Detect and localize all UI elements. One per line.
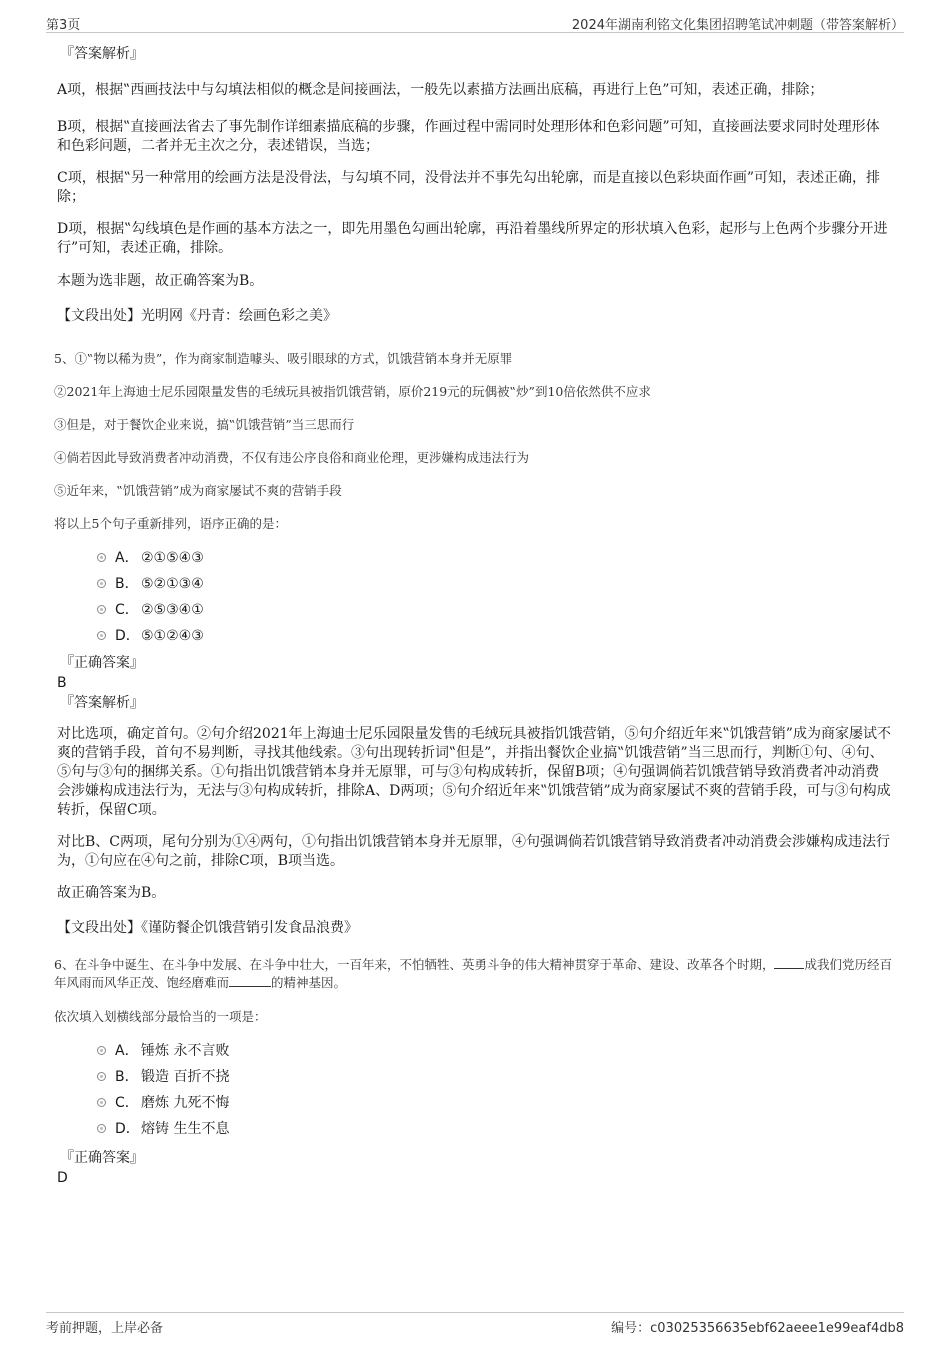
q4-analysis-d: D项，根据‟勾线填色是作画的基本方法之一，即先用墨色勾画出轮廓，再沿着墨线所界定的形状填入色彩，起形与上色两个步骤分开进行”可知，表述正确，排除。 — [57, 221, 888, 256]
q5-sentence-2: ②2021年上海迪士尼乐园限量发售的毛绒玩具被指饥饿营销，原价219元的玩偶被‟炒”到10倍依然供不应求 — [54, 384, 651, 399]
q4-analysis-a: A项，根据‟西画技法中与勾填法相似的概念是间接画法，一般先以素描方法画出底稿，再进行上色”可知，表述正确，排除； — [57, 82, 824, 98]
q6-stem: 6、在斗争中诞生、在斗争中发展、在斗争中壮大，一百年来，不怕牺牲、英勇斗争的伟大精神贯穿于革命、建设、改革各个时期， 成我们党历经百年风雨而风华正茂、饱经磨难而 的精神基因。 — [54, 957, 892, 990]
q5-option-d[interactable]: D．⑤①②④③ — [97, 623, 893, 649]
radio-icon[interactable] — [97, 605, 106, 614]
page-header — [46, 12, 904, 33]
q4-source: 【文段出处】光明网《丹青：绘画色彩之美》 — [57, 308, 337, 324]
q6-option-a[interactable]: A． 锤炼 永不言败 — [97, 1038, 893, 1064]
q5-prompt: 将以上5个句子重新排列，语序正确的是： — [54, 516, 287, 531]
answer-blank-2 — [229, 974, 271, 987]
q5-sentence-3: ③但是，对于餐饮企业来说，搞‟饥饿营销”当三思而行 — [54, 417, 355, 432]
q4-analysis-label: 『答案解析』 — [60, 46, 144, 62]
radio-icon[interactable] — [97, 579, 106, 588]
document-title: 2024年湖南利铭文化集团招聘笔试冲刺题（带答案解析） — [571, 18, 904, 33]
page-footer — [46, 1312, 904, 1337]
q6-correct-answer: D — [57, 1170, 68, 1186]
q5-sentence-5: ⑤近年来，‟饥饿营销”成为商家屡试不爽的营销手段 — [54, 483, 342, 498]
q4-conclusion: 本题为选非题，故正确答案为B。 — [57, 273, 264, 289]
radio-icon[interactable] — [97, 1072, 106, 1081]
q5-option-c[interactable]: C． ②⑤③④① — [97, 597, 893, 623]
radio-icon[interactable] — [97, 1098, 106, 1107]
radio-icon[interactable] — [97, 1046, 106, 1055]
q5-analysis-1: 对比选项，确定首句。②句介绍2021年上海迪士尼乐园限量发售的毛绒玩具被指饥饿营销，⑤句介绍近年来‟饥饿营销”成为商家屡试不爽的营销手段，首句不易判断，寻找其他线索。③句出现转折词‟但是”，并指出餐饮企业搞‟饥饿营销”当三思而行，判断①句、④句、⑤句与③句的捆绑关系。①句指出饥饿营销本身并无原罪，可与③句构成转折，保留B项；④句强调倘若饥饿营销导致消费者冲动消费会涉嫌构成违法行为，无法与③句构成转折，排除A、D两项；⑤句介绍近年来‟饥饿营销”成为商家屡试不爽的营销手段，可与③句构成转折，保留C项。 — [57, 726, 891, 818]
q4-analysis-c: C项，根据‟另一种常用的绘画方法是没骨法，与勾填不同，没骨法并不事先勾出轮廓，而是直接以色彩块面作画”可知，表述正确，排除； — [57, 170, 881, 205]
q5-sentence-1: 5、①‟物以稀为贵”，作为商家制造噱头、吸引眼球的方式，饥饿营销本身并无原罪 — [54, 351, 513, 366]
q5-option-a[interactable]: A． ②①⑤④③ — [97, 545, 893, 571]
q6-option-d[interactable]: D．熔铸 生生不息 — [97, 1116, 893, 1142]
q5-sentence-4: ④倘若因此导致消费者冲动消费，不仅有违公序良俗和商业伦理，更涉嫌构成违法行为 — [54, 450, 530, 465]
footer-slogan: 考前押题，上岸必备 — [46, 1321, 164, 1336]
q6-option-b[interactable]: B． 锻造 百折不挠 — [97, 1064, 893, 1090]
q5-conclusion: 故正确答案为B。 — [57, 885, 166, 901]
q6-prompt: 依次填入划横线部分最恰当的一项是： — [54, 1009, 267, 1024]
radio-icon[interactable] — [97, 631, 106, 640]
q6-option-c[interactable]: C． 磨炼 九死不悔 — [97, 1090, 893, 1116]
q4-analysis-b: B项，根据‟直接画法省去了事先制作详细素描底稿的步骤，作画过程中需同时处理形体和色彩问题”可知，直接画法要求同时处理形体和色彩问题，二者并无主次之分，表述错误，当选； — [57, 119, 880, 154]
q5-option-b[interactable]: B． ⑤②①③④ — [97, 571, 893, 597]
q5-analysis-2: 对比B、C两项，尾句分别为①④两句，①句指出饥饿营销本身并无原罪，④句强调倘若饥饿营销导致消费者冲动消费会涉嫌构成违法行为，①句应在④句之前，排除C项，B项当选。 — [57, 834, 890, 869]
radio-icon[interactable] — [97, 1124, 106, 1133]
q5-options — [97, 545, 893, 649]
q5-analysis-label: 『答案解析』 — [60, 695, 144, 711]
radio-icon[interactable] — [97, 553, 106, 562]
document-id: 编号：c03025356635ebf62aeee1e99eaf4db8 — [611, 1321, 904, 1336]
q5-source: 【文段出处】《谨防餐企饥饿营销引发食品浪费》 — [57, 920, 358, 936]
q5-correct-answer: B — [57, 675, 67, 691]
q6-correct-label: 『正确答案』 — [60, 1150, 144, 1166]
q6-options — [97, 1038, 893, 1142]
answer-blank-1 — [774, 956, 804, 969]
page-number: 第3页 — [46, 18, 81, 33]
q5-correct-label: 『正确答案』 — [60, 655, 144, 671]
document-body — [54, 44, 893, 1188]
